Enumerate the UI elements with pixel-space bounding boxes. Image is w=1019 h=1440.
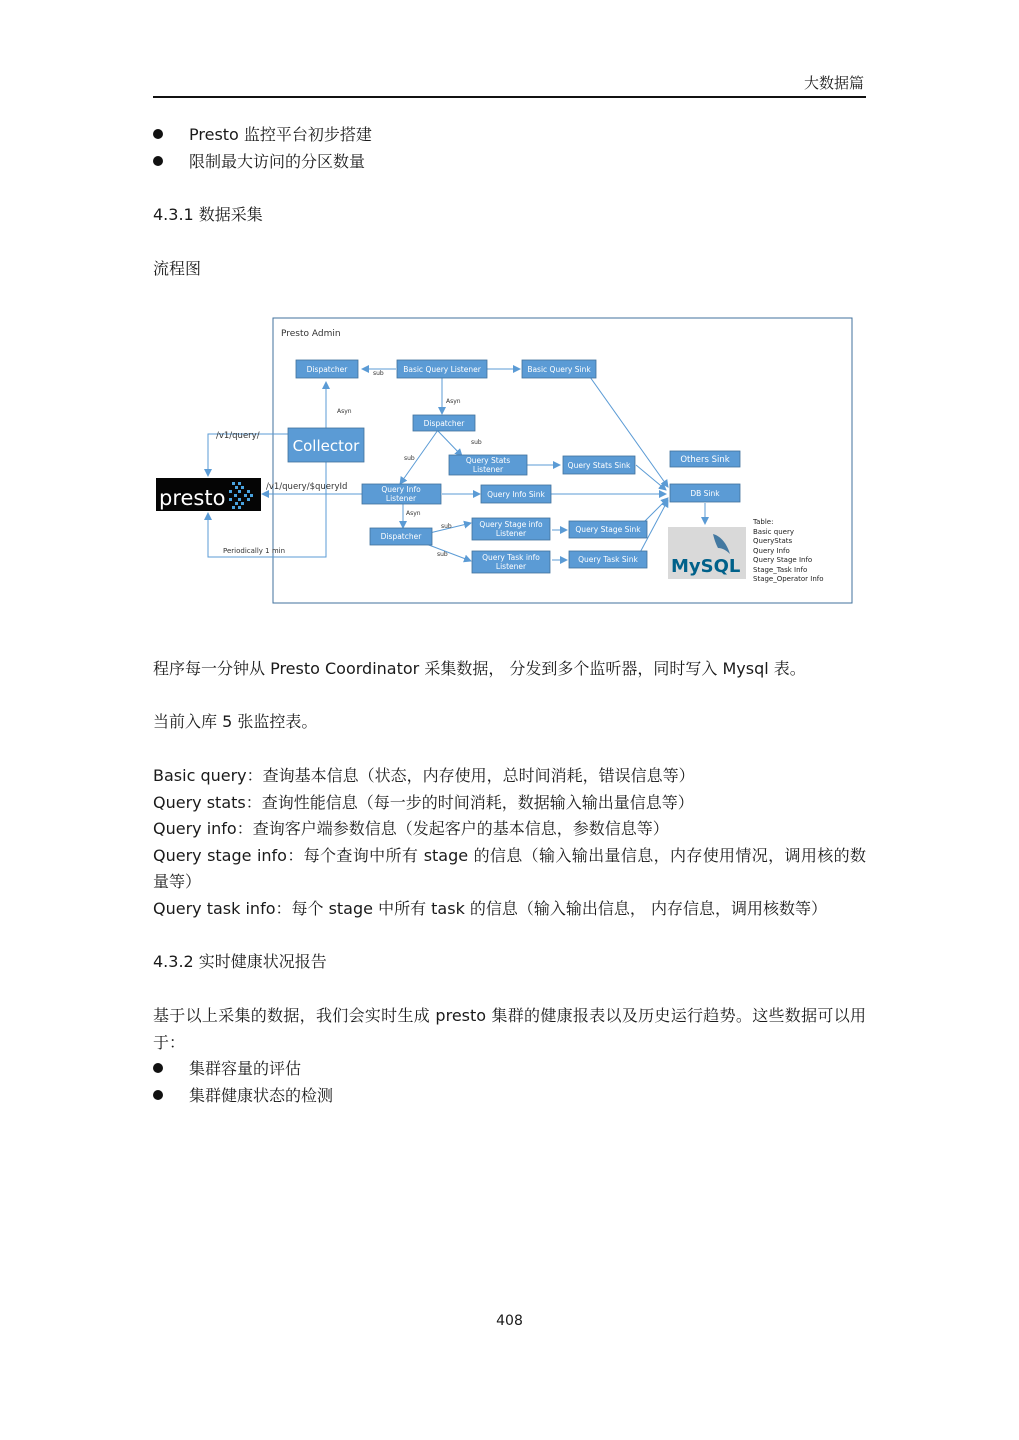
- svg-text:Basic query: Basic query: [753, 528, 794, 536]
- presto-logo: [156, 478, 261, 511]
- bullet-dot-icon: [153, 129, 163, 139]
- collector-label: Collector: [292, 437, 360, 455]
- page-header: [153, 70, 866, 98]
- flow-diagram: [150, 312, 860, 612]
- para-collect: 程序每一分钟从 Presto Coordinator 采集数据， 分发到多个监听器，同时写入 Mysql 表。: [153, 659, 806, 678]
- others-sink-label: Others Sink: [680, 455, 730, 465]
- mysql-logo: [668, 527, 746, 579]
- v1-query-label: /v1/query/: [216, 431, 260, 441]
- section-heading-431: 4.3.1 数据采集: [153, 205, 263, 224]
- mysql-table-list: [752, 518, 824, 583]
- svg-text:QueryStats: QueryStats: [753, 537, 793, 545]
- query-stage-listener-label2: Listener: [495, 529, 527, 538]
- svg-text:Stage_Task Info: Stage_Task Info: [753, 566, 808, 574]
- bullet-item: 集群容量的评估: [153, 1056, 301, 1082]
- section-heading-432: 4.3.2 实时健康状况报告: [153, 952, 327, 971]
- sub-label: sub: [404, 455, 415, 462]
- bullet-dot-icon: [153, 1090, 163, 1100]
- v1-query-id-label: /v1/query/$queryId: [266, 482, 348, 492]
- query-info-sink-label: Query Info Sink: [487, 490, 545, 499]
- sub-label: sub: [373, 370, 384, 377]
- query-task-sink-label: Query Task Sink: [578, 555, 638, 564]
- async-label: Asyn: [337, 408, 352, 415]
- periodically-label: Periodically 1 min: [223, 547, 286, 555]
- async-label: Asyn: [406, 510, 421, 517]
- flow-label: 流程图: [153, 259, 202, 278]
- table-definition-item: Query stats：查询性能信息（每一步的时间消耗，数据输入输出量信息等）: [153, 792, 694, 812]
- svg-text:presto: presto: [159, 486, 226, 510]
- bullet-dot-icon: [153, 156, 163, 166]
- bullet-item: Presto 监控平台初步搭建: [153, 122, 372, 148]
- query-stats-listener-label: Query Stats: [465, 456, 511, 465]
- query-stage-sink-label: Query Stage Sink: [575, 525, 641, 534]
- query-info-listener-label: Query Info: [381, 485, 421, 494]
- query-stage-listener-label: Query Stage info: [479, 520, 543, 529]
- query-task-listener-label2: Listener: [495, 562, 527, 571]
- sub-label: sub: [441, 523, 452, 530]
- bullet-dot-icon: [153, 1063, 163, 1073]
- bullet-item: 限制最大访问的分区数量: [153, 149, 365, 175]
- page-number: 408: [496, 1313, 523, 1329]
- basic-query-sink-label: Basic Query Sink: [527, 365, 591, 374]
- async-label: Asyn: [446, 398, 461, 405]
- header-title: 大数据篇: [803, 74, 864, 92]
- svg-text:MySQL: MySQL: [671, 556, 741, 577]
- svg-text:Query Stage Info: Query Stage Info: [753, 556, 813, 564]
- svg-text:Query Info: Query Info: [753, 547, 790, 555]
- dispatcher-low-label: Dispatcher: [380, 532, 422, 541]
- presto-admin-label: Presto Admin: [281, 329, 341, 339]
- bullet-item: 集群健康状态的检测: [153, 1083, 333, 1109]
- query-info-listener-label2: Listener: [385, 494, 417, 503]
- para-health: 基于以上采集的数据，我们会实时生成 presto 集群的健康报表以及历史运行趋势。这些数据可以用于：: [153, 1006, 866, 1052]
- table-definition-list: [153, 763, 866, 923]
- para-tables: 当前入库 5 张监控表。: [153, 712, 318, 731]
- sub-label: sub: [437, 551, 448, 558]
- dispatcher-mid-label: Dispatcher: [423, 419, 465, 428]
- table-definition-item: Basic query：查询基本信息（状态，内存使用，总时间消耗，错误信息等）: [153, 766, 695, 785]
- svg-text:Table:: Table:: [753, 518, 774, 526]
- sub-label: sub: [471, 439, 482, 446]
- basic-query-listener-label: Basic Query Listener: [403, 365, 481, 374]
- query-task-listener-label: Query Task info: [482, 553, 540, 562]
- db-sink-label: DB Sink: [690, 489, 720, 498]
- table-definition-item: Query stage info：每个查询中所有 stage 的信息（输入输出量信息，内存使用情况，调用核的数量等）: [153, 845, 866, 892]
- table-definition-item: Query task info：每个 stage 中所有 task 的信息（输入输出信息， 内存信息，调用核数等）: [153, 898, 828, 918]
- query-stats-listener-label2: Listener: [472, 465, 504, 474]
- svg-text:Stage_Operator Info: Stage_Operator Info: [753, 575, 824, 583]
- query-stats-sink-label: Query Stats Sink: [567, 461, 631, 470]
- table-definition-item: Query info：查询客户端参数信息（发起客户的基本信息，参数信息等）: [153, 819, 669, 839]
- dispatcher-top-label: Dispatcher: [306, 365, 348, 374]
